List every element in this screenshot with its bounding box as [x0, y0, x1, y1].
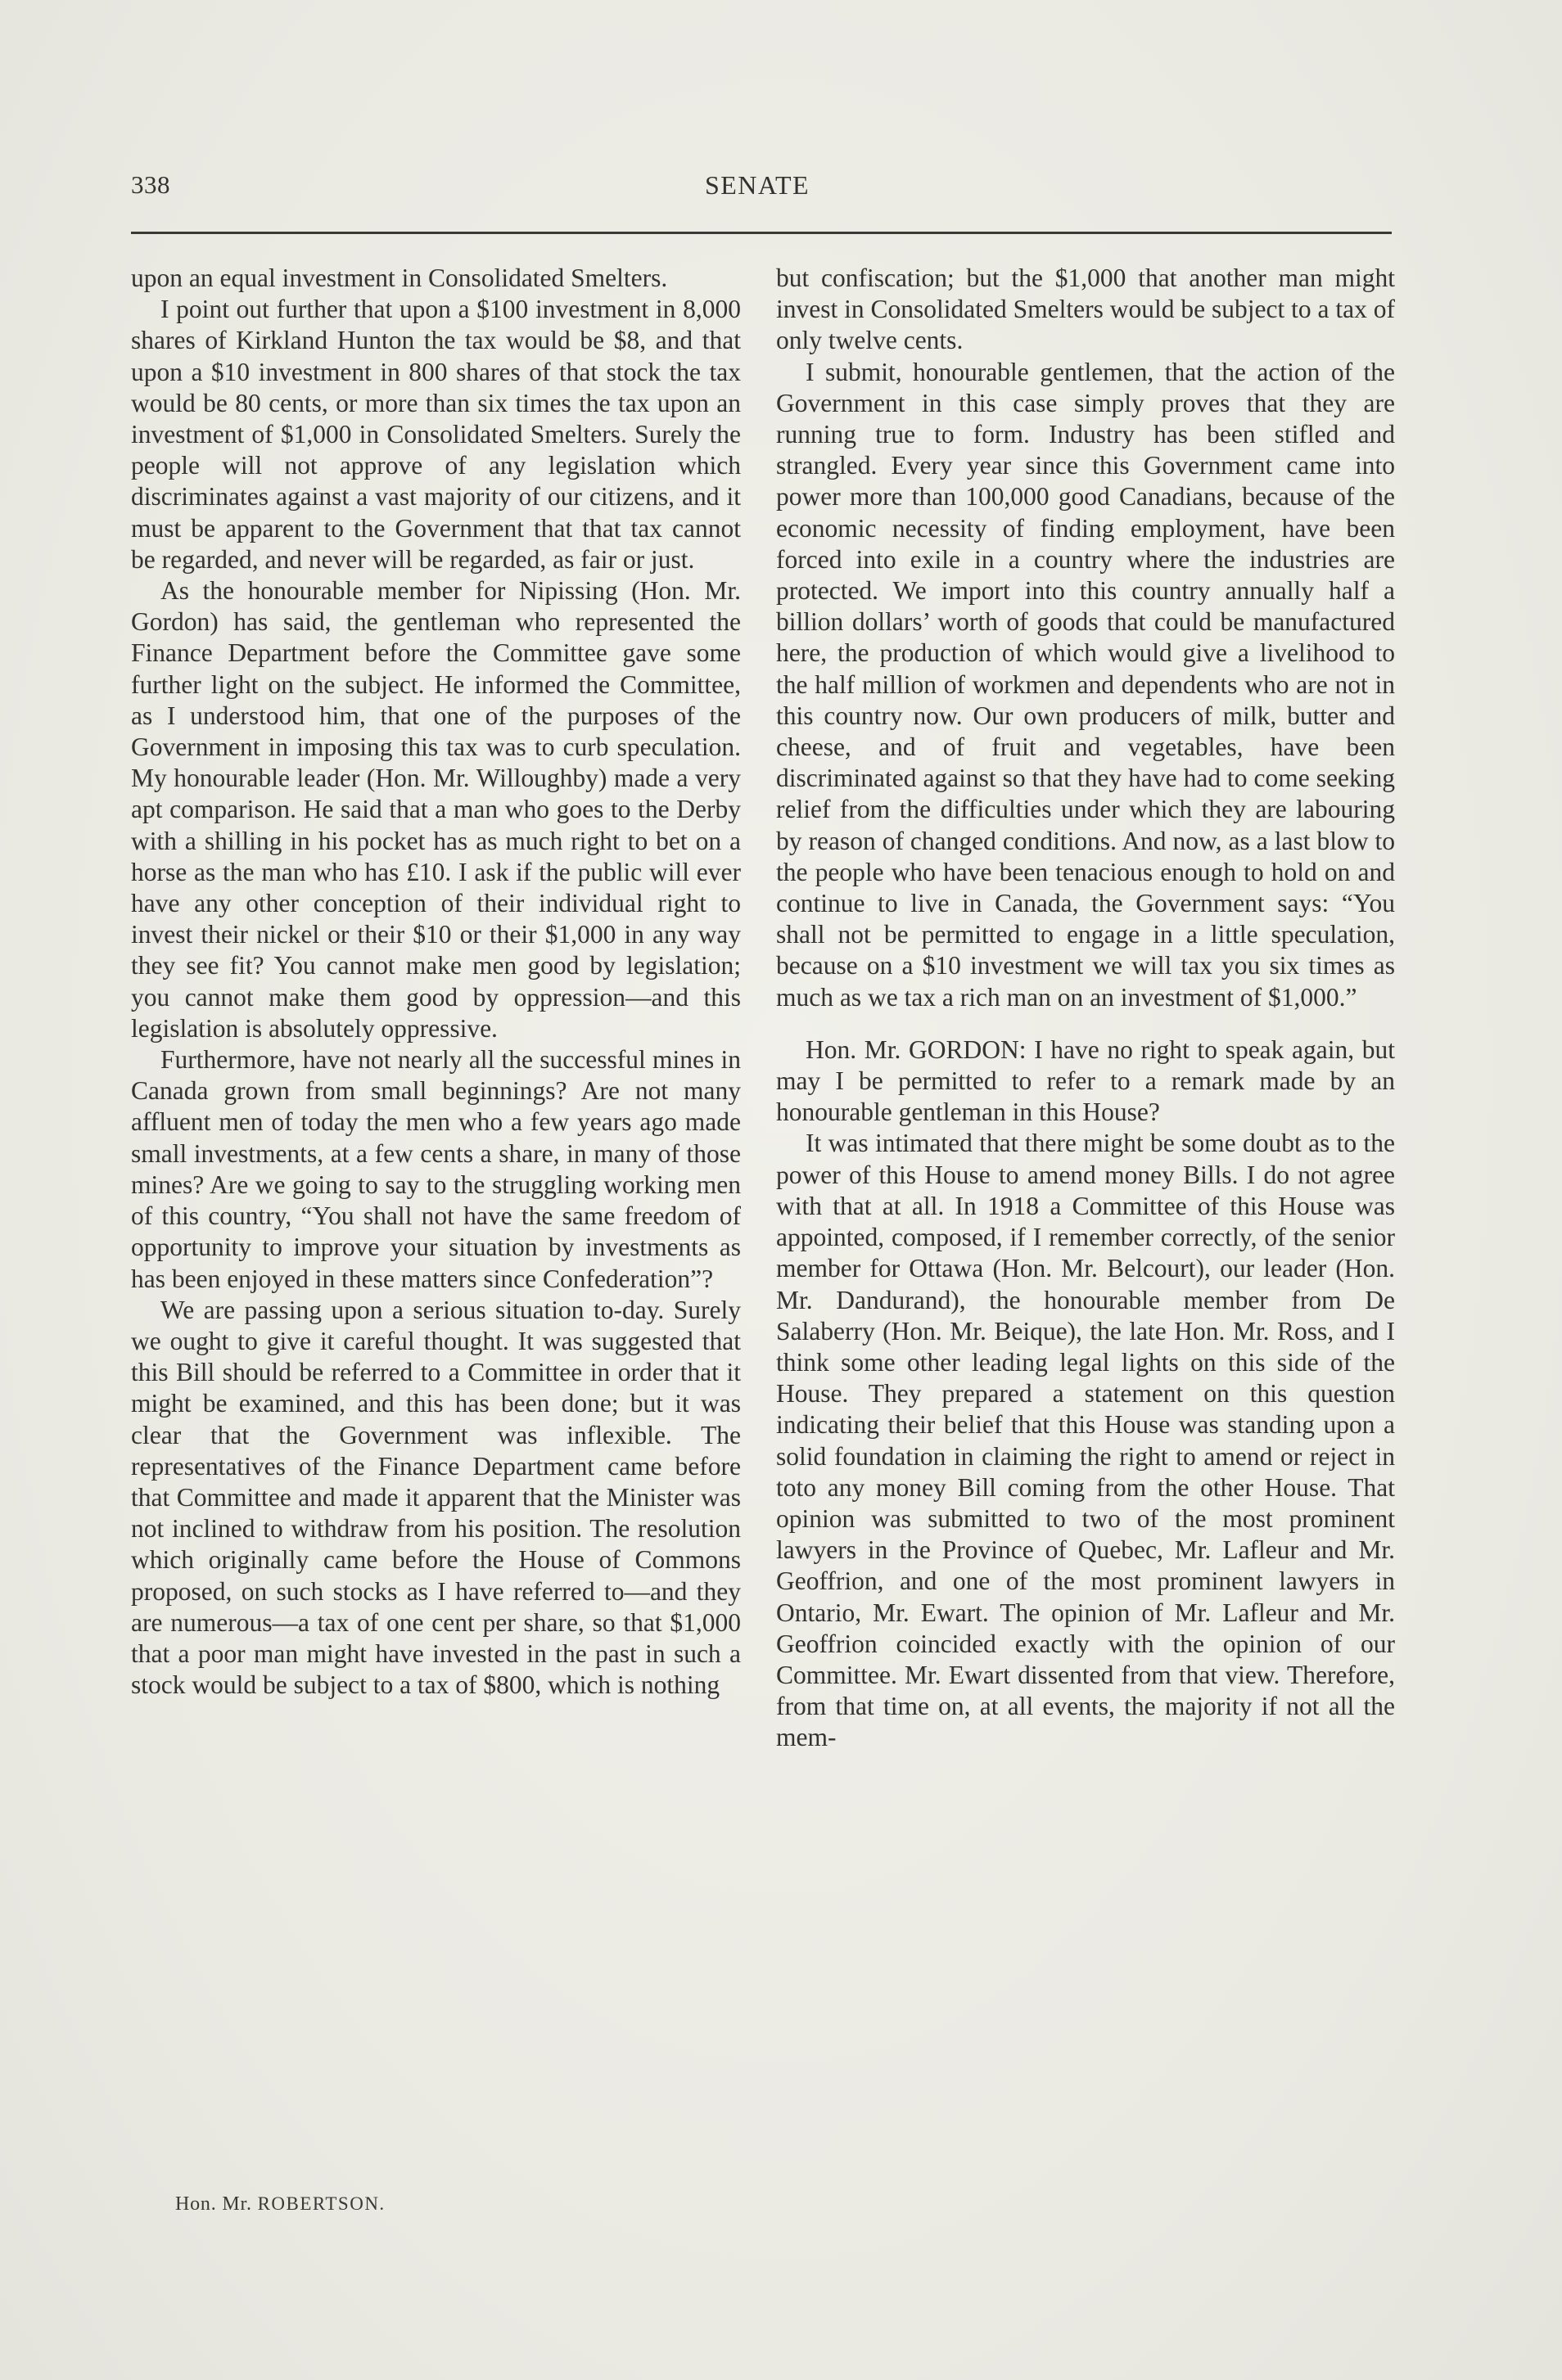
- paragraph: As the honourable member for Nipissing (Hon. Mr. Gordon) has said, the gentleman who represented the Finance Department before the Committee gave some further light on the subject. He informed the Committee, as I understood him, that one of the purposes of the Government in imposing this tax was to curb speculation. My honourable leader (Hon. Mr. Willoughby) made a very apt comparison. He said that a man who goes to the Derby with a shilling in his pocket has as much right to bet on a horse as the man who has £10. I ask if the public will ever have any other conception of their individual right to invest their nickel or their $10 or their $1,000 in any way they see fit? You cannot make men good by legislation; you cannot make them good by oppression—and this legislation is absolutely oppressive.: [131, 576, 741, 1043]
- page-header: [131, 170, 1392, 219]
- header-rule: [131, 232, 1392, 234]
- paragraph: upon an equal investment in Consolidated Smelters.: [131, 264, 668, 292]
- footer-speaker-name: ROBERTSON.: [257, 2193, 386, 2214]
- paragraph: I submit, honourable gentlemen, that the action of the Government in this case simply proves that they are running true to form. Industry has been stifled and strangled. Every year since this Government came into power more than 100,000 good Canadians, because of the economic necessity of finding employment, have been forced into exile in a country where the industries are protected. We import into this country annually half a billion dollars’ worth of goods that could be manufactured here, the production of which would give a livelihood to the half million of workmen and dependents who are not in this country now. Our own producers of milk, butter and cheese, and of fruit and vegetables, have been discriminated against so that they have had to come seeking relief from the difficulties under which they are labouring by reason of changed conditions. And now, as a last blow to the people who have been tenacious enough to hold on and continue to live in Canada, the Government says: “You shall not be permitted to engage in a little speculation, because on a $10 investment we will tax you six times as much as we tax a rich man on an investment of $1,000.”: [776, 357, 1395, 1012]
- paragraph: Furthermore, have not nearly all the successful mines in Canada grown from small beginnings? Are not many affluent men of today the men who a few years ago made small investments, at a few cents a share, in many of those mines? Are we going to say to the struggling working men of this country, “You shall not have the same freedom of opportunity to improve your situation by investments as has been enjoyed in these matters since Confederation”?: [131, 1045, 741, 1293]
- left-column: [131, 263, 741, 1701]
- paragraph: It was intimated that there might be some doubt as to the power of this House to amend money Bills. I do not agree with that at all. In 1918 a Committee of this House was appointed, composed, if I remember correctly, of the senior member for Ottawa (Hon. Mr. Belcourt), our leader (Hon. Mr. Dandurand), the honourable member from De Salaberry (Hon. Mr. Beique), the late Hon. Mr. Ross, and I think some other leading legal lights on this side of the House. They prepared a statement on this question indicating their belief that this House was standing upon a solid foundation in claiming the right to amend or reject in toto any money Bill coming from the other House. That opinion was submitted to two of the most prominent lawyers in the Province of Quebec, Mr. Lafleur and Mr. Geoffrion, and one of the most prominent lawyers in Ontario, Mr. Ewart. The opinion of Mr. Lafleur and Mr. Geoffrion coincided exactly with the opinion of our Committee. Mr. Ewart dissented from that view. Therefore, from that time on, at all events, the majority if not all the mem-: [776, 1129, 1395, 1752]
- page-number: 338: [131, 170, 170, 199]
- footer-speaker-prefix: Hon. Mr.: [175, 2193, 252, 2215]
- speaker-paragraph: Hon. Mr. GORDON: I have no right to speak again, but may I be permitted to refer to a remark made by an honourable gentleman in this House?: [776, 1034, 1395, 1127]
- paragraph: We are passing upon a serious situation to-day. Surely we ought to give it careful thought. It was suggested that this Bill should be referred to a Committee in order that it might be examined, and this has been done; but it was clear that the Government was inflexible. The representatives of the Finance Department came before that Committee and made it apparent that the Minister was not inclined to withdraw from his position. The resolution which originally came before the House of Commons proposed, on such stocks as I have referred to—and they are numerous—a tax of one cent per share, so that $1,000 that a poor man might have invested in the past in such a stock would be subject to a tax of $800, which is nothing: [131, 1295, 741, 1700]
- paragraph: I point out further that upon a $100 investment in 8,000 shares of Kirkland Hunton the tax would be $8, and that upon a $10 investment in 800 shares of that stock the tax would be 80 cents, or more than six times the tax upon an investment of $1,000 in Consolidated Smelters. Surely the people will not approve of any legislation which discriminates against a vast majority of our citizens, and it must be apparent to the Government that that tax cannot be regarded, and never will be regarded, as fair or just.: [131, 295, 741, 574]
- footer-speaker: [175, 2193, 386, 2215]
- running-head: SENATE: [704, 170, 810, 200]
- paragraph: but confiscation; but the $1,000 that another man might invest in Consolidated Smelters would be subject to a tax of only twelve cents.: [776, 264, 1395, 355]
- right-column: [776, 263, 1395, 1754]
